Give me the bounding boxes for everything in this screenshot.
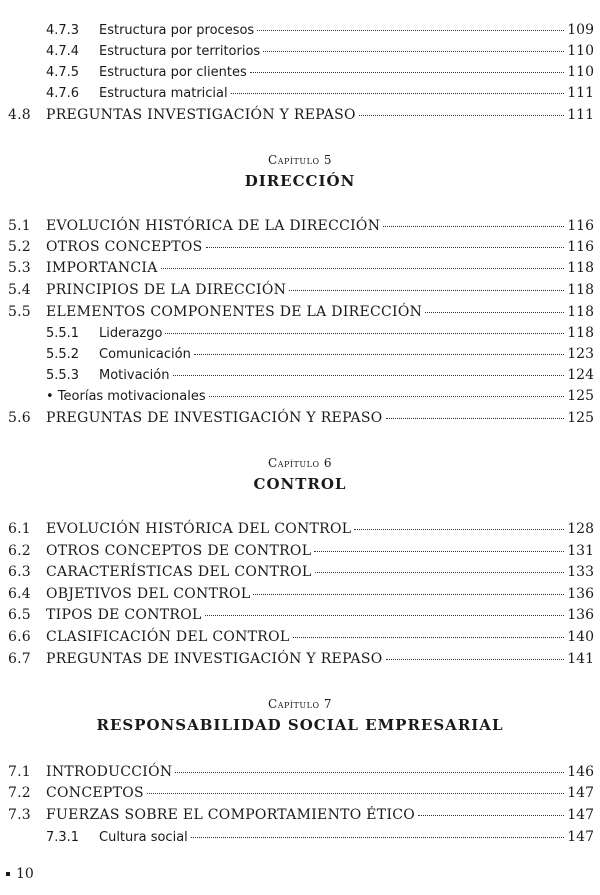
entry-number: 4.7.5	[46, 65, 80, 80]
entry-title: ELEMENTOS COMPONENTES DE LA DIRECCIÓN	[46, 304, 423, 320]
toc-entry	[0, 323, 600, 344]
page-number: 10	[16, 866, 34, 882]
chapter-title: CONTROL	[253, 475, 347, 493]
dot-leader	[263, 50, 564, 52]
entry-title: Liderazgo	[99, 326, 163, 341]
toc-entry	[0, 105, 600, 126]
dot-leader	[231, 92, 565, 94]
toc-entry	[0, 41, 600, 62]
entry-number: 5.1	[8, 218, 31, 234]
entry-number: 6.5	[8, 607, 31, 623]
entry-title: Comunicación	[99, 347, 191, 362]
entry-number: 6.7	[8, 651, 31, 667]
entry-title: EVOLUCIÓN HISTÓRICA DE LA DIRECCIÓN	[46, 218, 381, 234]
entry-title: Estructura matricial	[99, 86, 228, 101]
entry-number: 4.7.6	[46, 86, 80, 101]
toc-entry	[0, 783, 600, 804]
dot-leader	[359, 114, 564, 116]
entry-page-number: 146	[567, 764, 594, 780]
entry-page-number: 123	[567, 346, 594, 362]
dot-leader	[175, 771, 564, 773]
toc-entry	[0, 302, 600, 323]
entry-title: Estructura por procesos	[99, 23, 255, 38]
toc-entry	[0, 344, 600, 365]
entry-title: PREGUNTAS DE INVESTIGACIÓN Y REPASO	[46, 651, 383, 667]
entry-title: CARACTERÍSTICAS DEL CONTROL	[46, 564, 312, 580]
entry-title: Motivación	[99, 368, 170, 383]
toc-entry	[0, 83, 600, 104]
entry-page-number: 118	[567, 304, 594, 320]
entry-page-number: 110	[567, 43, 594, 59]
entry-number: 4.8	[8, 107, 31, 123]
entry-page-number: 109	[567, 22, 594, 38]
entry-number: 6.4	[8, 586, 31, 602]
dot-leader	[194, 353, 564, 355]
toc-entry	[0, 216, 600, 237]
toc-entry	[0, 365, 600, 386]
toc-subitem	[0, 386, 600, 407]
entry-number: 7.3.1	[46, 830, 80, 845]
toc-entry	[0, 605, 600, 626]
toc-entry	[0, 805, 600, 826]
entry-number: 7.1	[8, 764, 31, 780]
dot-leader	[257, 29, 564, 31]
entry-number: 5.5.1	[46, 326, 80, 341]
entry-number: 6.6	[8, 629, 31, 645]
entry-page-number: 147	[567, 829, 594, 845]
entry-title: Cultura social	[99, 830, 188, 845]
toc-entry	[0, 408, 600, 429]
entry-title: FUERZAS SOBRE EL COMPORTAMIENTO ÉTICO	[46, 807, 416, 823]
entry-page-number: 147	[567, 785, 594, 801]
entry-title: EVOLUCIÓN HISTÓRICA DEL CONTROL	[46, 521, 352, 537]
dot-leader	[206, 246, 565, 248]
entry-page-number: 131	[567, 543, 594, 559]
toc-entry	[0, 280, 600, 301]
entry-page-number: 118	[567, 282, 594, 298]
dot-leader	[383, 225, 564, 227]
entry-title: Estructura por territorios	[99, 44, 261, 59]
dot-leader	[191, 836, 564, 838]
entry-title: OTROS CONCEPTOS DE CONTROL	[46, 543, 312, 559]
entry-page-number: 118	[567, 260, 594, 276]
toc-entry	[0, 762, 600, 783]
chapter-label: Capítulo 7	[268, 697, 332, 711]
toc-entry	[0, 649, 600, 670]
entry-title: PRINCIPIOS DE LA DIRECCIÓN	[46, 282, 287, 298]
entry-number: 7.2	[8, 785, 31, 801]
entry-page-number: 110	[567, 64, 594, 80]
entry-page-number: 111	[567, 107, 594, 123]
entry-page-number: 125	[567, 410, 594, 426]
entry-page-number: 116	[567, 239, 594, 255]
dot-leader	[205, 614, 565, 616]
toc-entry	[0, 827, 600, 848]
entry-number: 5.3	[8, 260, 31, 276]
entry-page-number: 140	[567, 629, 594, 645]
chapter-label: Capítulo 5	[268, 153, 332, 167]
entry-number: 4.7.3	[46, 23, 80, 38]
entry-number: 6.2	[8, 543, 31, 559]
dot-leader	[293, 636, 565, 638]
entry-title: • Teorías motivacionales	[46, 389, 206, 404]
chapter-title: RESPONSABILIDAD SOCIAL EMPRESARIAL	[96, 716, 504, 734]
toc-entry	[0, 541, 600, 562]
dot-leader	[314, 550, 564, 552]
entry-title: PREGUNTAS DE INVESTIGACIÓN Y REPASO	[46, 410, 383, 426]
entry-title: IMPORTANCIA	[46, 260, 158, 276]
entry-page-number: 125	[567, 388, 594, 404]
entry-page-number: 141	[567, 651, 594, 667]
entry-page-number: 133	[567, 564, 594, 580]
dot-leader	[354, 528, 564, 530]
entry-number: 5.5	[8, 304, 31, 320]
toc-entry	[0, 627, 600, 648]
entry-page-number: 124	[567, 367, 594, 383]
entry-page-number: 128	[567, 521, 594, 537]
dot-leader	[250, 71, 565, 73]
dot-leader	[165, 332, 564, 334]
dot-leader	[289, 289, 564, 291]
dot-leader	[147, 792, 564, 794]
dot-leader	[386, 658, 565, 660]
dot-leader	[161, 267, 565, 269]
entry-number: 5.5.2	[46, 347, 80, 362]
dot-leader	[253, 593, 564, 595]
entry-number: 5.2	[8, 239, 31, 255]
entry-number: 4.7.4	[46, 44, 80, 59]
toc-entry	[0, 62, 600, 83]
dot-leader	[418, 814, 564, 816]
entry-page-number: 136	[567, 586, 594, 602]
entry-title: OTROS CONCEPTOS	[46, 239, 203, 255]
dot-leader	[425, 311, 564, 313]
entry-number: 7.3	[8, 807, 31, 823]
entry-number: 5.5.3	[46, 368, 80, 383]
entry-page-number: 116	[567, 218, 594, 234]
entry-page-number: 136	[567, 607, 594, 623]
entry-page-number: 147	[567, 807, 594, 823]
entry-number: 6.3	[8, 564, 31, 580]
entry-title: OBJETIVOS DEL CONTROL	[46, 586, 251, 602]
entry-title: CONCEPTOS	[46, 785, 144, 801]
entry-title: CLASIFICACIÓN DEL CONTROL	[46, 629, 290, 645]
entry-number: 5.6	[8, 410, 31, 426]
entry-title: PREGUNTAS INVESTIGACIÓN Y REPASO	[46, 107, 356, 123]
toc-entry	[0, 584, 600, 605]
entry-title: Estructura por clientes	[99, 65, 247, 80]
entry-number: 5.4	[8, 282, 31, 298]
entry-page-number: 118	[567, 325, 594, 341]
dot-leader	[386, 417, 565, 419]
footer-bullet-icon	[6, 872, 10, 876]
dot-leader	[315, 571, 565, 573]
dot-leader	[173, 374, 565, 376]
toc-entry	[0, 237, 600, 258]
chapter-label: Capítulo 6	[268, 456, 332, 470]
entry-title: TIPOS DE CONTROL	[46, 607, 202, 623]
toc-entry	[0, 519, 600, 540]
entry-number: 6.1	[8, 521, 31, 537]
chapter-title: DIRECCIÓN	[244, 172, 356, 190]
entry-page-number: 111	[567, 85, 594, 101]
toc-entry	[0, 20, 600, 41]
page-footer	[6, 866, 34, 882]
entry-title: INTRODUCCIÓN	[46, 764, 173, 780]
toc-entry	[0, 562, 600, 583]
toc-entry	[0, 258, 600, 279]
dot-leader	[209, 395, 565, 397]
